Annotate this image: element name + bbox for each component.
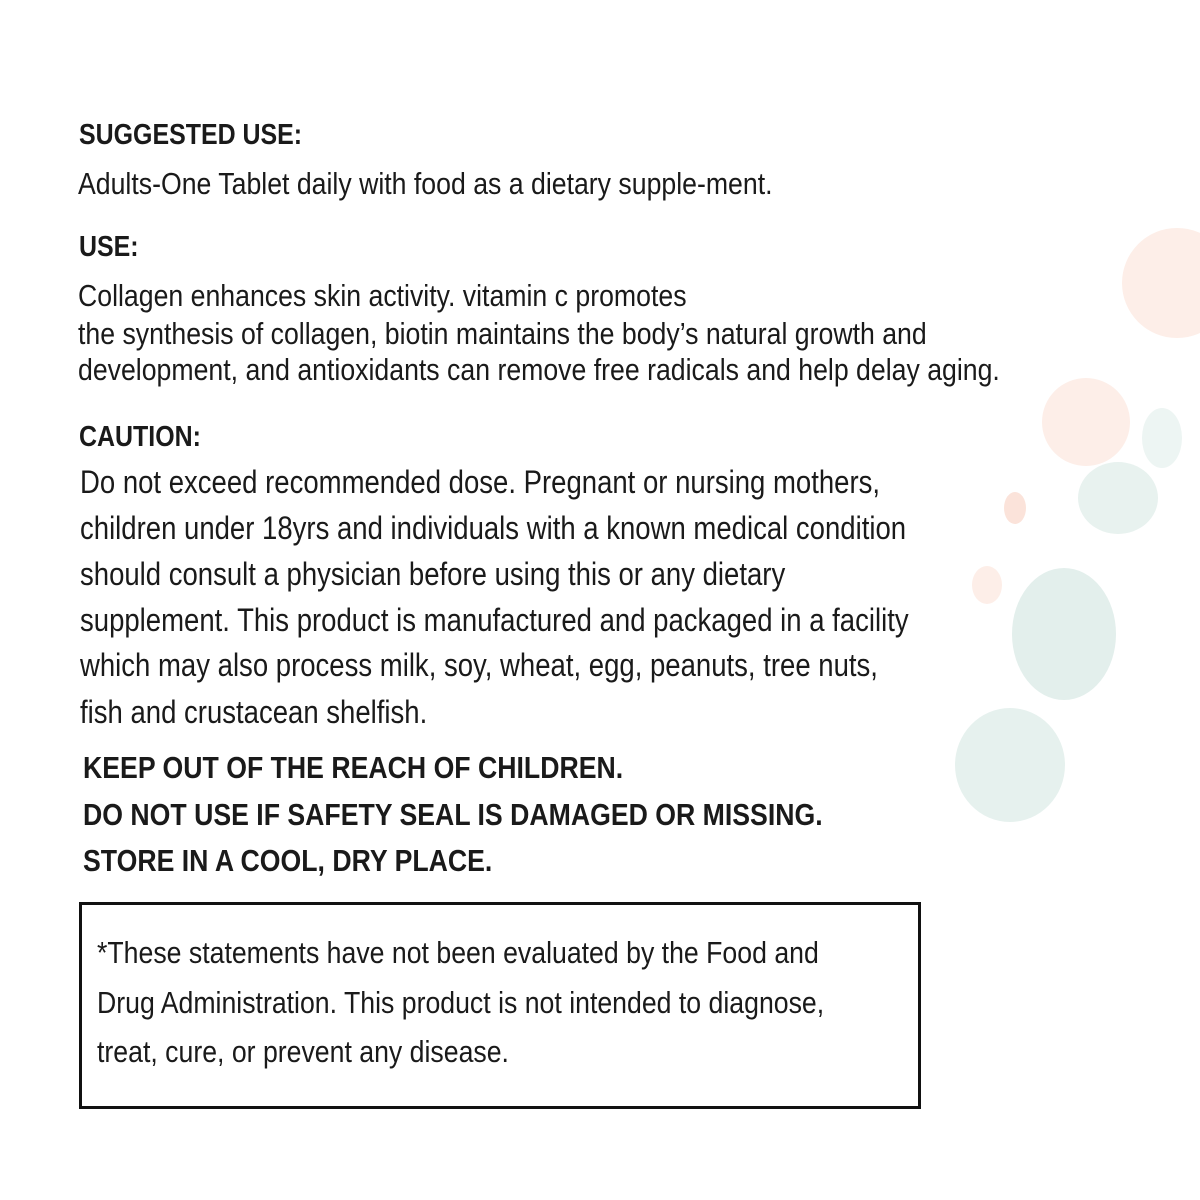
decor-dot-peach-small [1004,492,1026,524]
use-text-line: development, and antioxidants can remove free radicals and help delay aging. [78,352,1000,387]
disclaimer-line: treat, cure, or prevent any disease. [97,1034,509,1069]
caution-text-line: children under 18yrs and individuals with a known medical condition [80,510,907,546]
caution-text-line: fish and crustacean shelfish. [80,694,428,730]
decor-dot-peach-large [1122,228,1200,338]
fda-disclaimer-box [79,902,921,1109]
warning-safety-seal: DO NOT USE IF SAFETY SEAL IS DAMAGED OR MISSING. [83,797,823,832]
caution-heading: CAUTION: [79,421,201,453]
caution-text-line: supplement. This product is manufactured and packaged in a facility [80,602,909,638]
decor-dot-mint-small [1142,408,1182,468]
disclaimer-line: *These statements have not been evaluated by the Food and [97,935,819,970]
suggested-use-heading: SUGGESTED USE: [79,119,303,151]
use-text-line: Collagen enhances skin activity. vitamin c promotes [78,278,687,313]
caution-text-line: should consult a physician before using this or any dietary [80,556,786,592]
use-text-line: the synthesis of collagen, biotin maintains the body’s natural growth and [78,316,927,351]
decor-dot-peach-medium [1042,378,1130,466]
caution-text-line: which may also process milk, soy, wheat, egg, peanuts, tree nuts, [80,647,878,683]
caution-text-line: Do not exceed recommended dose. Pregnant or nursing mothers, [80,464,881,500]
decor-dot-mint-large [1012,568,1116,700]
decor-dot-mint-bottom [955,708,1065,822]
warning-storage: STORE IN A COOL, DRY PLACE. [83,843,493,878]
disclaimer-line: Drug Administration. This product is not intended to diagnose, [97,985,825,1020]
decor-dot-peach-tiny [972,566,1002,604]
use-heading: USE: [79,231,139,263]
decor-dot-mint-medium [1078,462,1158,534]
warning-keep-out-of-reach: KEEP OUT OF THE REACH OF CHILDREN. [83,750,624,785]
suggested-use-text: Adults-One Tablet daily with food as a dietary supple-ment. [78,166,773,201]
